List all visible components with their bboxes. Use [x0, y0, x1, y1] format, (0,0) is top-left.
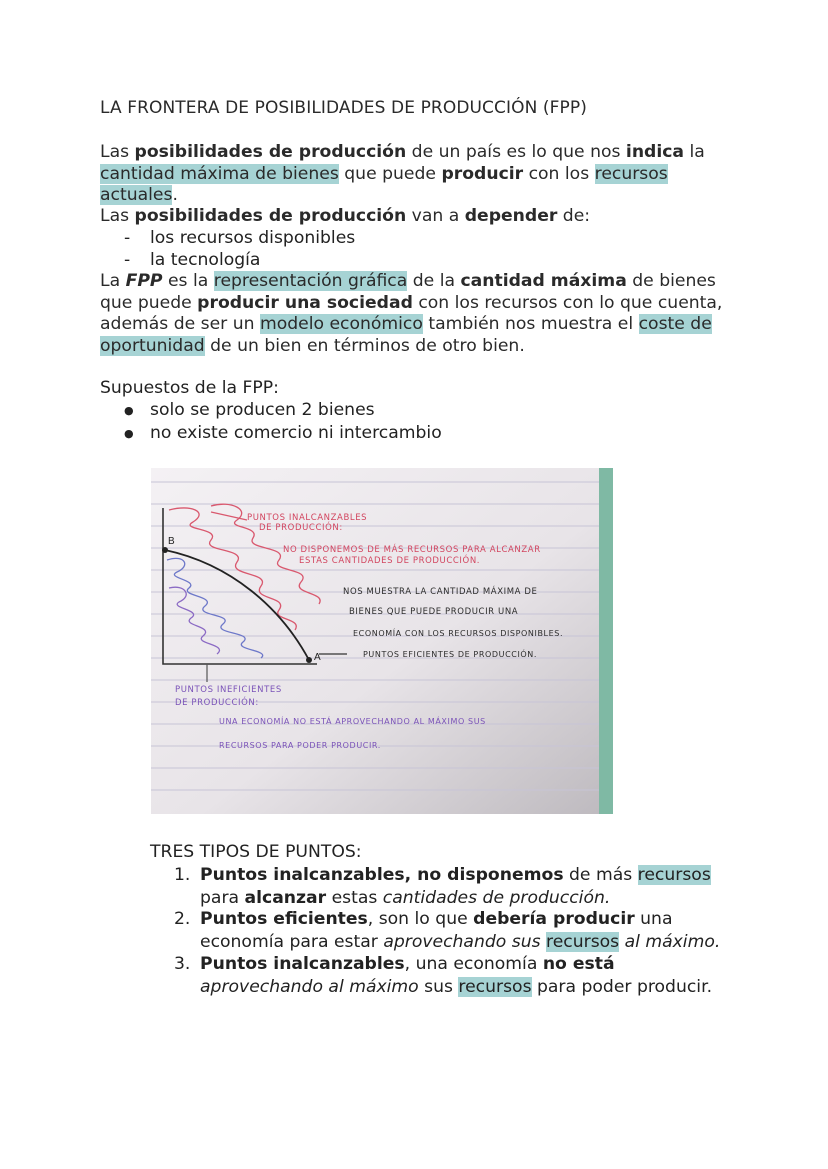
tipo1-b1: Puntos inalcanzables, no disponemos: [200, 865, 564, 885]
tipo1-b2: alcanzar: [244, 887, 327, 908]
tipo3-t4: para poder producir.: [531, 976, 713, 997]
note-unattainable-3: NO DISPONEMOS DE MÁS RECURSOS PARA ALCANZAR: [283, 545, 541, 555]
depend-b1: posibilidades de producción: [134, 206, 407, 226]
tipo1-t1: de más: [563, 865, 638, 885]
tipo1-i1: cantidades de producción.: [382, 887, 611, 908]
intro-t3: la: [684, 142, 705, 162]
intro-t2: de un país es lo que nos: [406, 142, 626, 162]
fpp-b1: cantidad máxima: [460, 271, 627, 291]
fpp-bi1: FPP: [125, 271, 163, 291]
tipo3-b2: no está: [542, 954, 615, 974]
note-efficient-3: ECONOMÍA CON LOS RECURSOS DISPONIBLES.: [353, 629, 564, 638]
intro-t1: Las: [100, 142, 135, 162]
fpp-t5: con los recursos con lo que cuenta, además de ser un: [100, 292, 723, 335]
depend-item-2: la tecnología: [150, 250, 261, 270]
intro-highlight-1: cantidad máxima de bienes: [100, 163, 339, 184]
tipo-2-text: [200, 908, 740, 953]
fpp-t1: La: [100, 271, 126, 291]
note-efficient-2: BIENES QUE PUEDE PRODUCIR UNA: [349, 607, 519, 617]
intro-t5: con los: [523, 163, 595, 184]
tipo2-b2: debería producir: [473, 909, 635, 929]
list-number: 1.: [174, 865, 191, 885]
supuestos-heading: Supuestos de la FPP:: [100, 378, 279, 398]
depend-paragraph: [100, 206, 740, 228]
fpp-t7: de un bien en términos de otro bien.: [204, 335, 525, 356]
depend-item-1: los recursos disponibles: [150, 228, 356, 248]
label-a: A: [314, 652, 321, 663]
tipo2-b1: Puntos eficientes: [200, 909, 368, 929]
dash-marker: -: [124, 228, 131, 248]
depend-t2: van a: [406, 206, 465, 226]
intro-t6: .: [172, 185, 178, 206]
notebook-edge: [599, 468, 613, 814]
note-inefficient-3: UNA ECONOMÍA NO ESTÁ APROVECHANDO AL MÁXIMO SUS: [219, 717, 486, 726]
label-b: B: [168, 536, 175, 547]
fpp-highlight-1: representación gráfica: [213, 271, 408, 291]
note-efficient-1: NOS MUESTRA LA CANTIDAD MÁXIMA DE: [343, 587, 538, 597]
tipo2-i2: al máximo.: [624, 931, 721, 952]
list-item: [150, 864, 740, 910]
fpp-highlight-2: modelo económico: [259, 314, 423, 335]
tipo2-i1: aprovechando sus: [383, 931, 541, 952]
list-number: 3.: [174, 954, 191, 974]
intro-b2: indica: [625, 142, 685, 162]
tipos-heading: TRES TIPOS DE PUNTOS:: [150, 842, 362, 862]
point-b: [162, 547, 168, 553]
note-efficient-4: PUNTOS EFICIENTES DE PRODUCCIÓN.: [363, 650, 538, 659]
intro-highlight-2: recursos actuales: [100, 163, 668, 206]
list-item: [150, 908, 740, 954]
intro-t4: que puede: [338, 163, 442, 184]
note-unattainable-2: DE PRODUCCIÓN:: [259, 523, 343, 533]
note-unattainable-1: PUNTOS INALCANZABLES: [247, 513, 368, 523]
fpp-t6: también nos muestra el: [422, 314, 639, 335]
tipo2-t1: , son lo que: [367, 909, 474, 929]
tipo1-t3: estas: [326, 887, 383, 908]
tipo3-b1: Puntos inalcanzables: [200, 954, 405, 974]
tipo3-t3: sus: [418, 976, 459, 997]
fpp-definition: [100, 271, 740, 357]
depend-b2: depender: [464, 206, 558, 226]
note-inefficient-1: PUNTOS INEFICIENTES: [175, 685, 282, 695]
supuesto-item-1: solo se producen 2 bienes: [150, 400, 375, 420]
intro-b3: producir: [441, 163, 524, 184]
tipo3-i1: aprovechando al máximo: [200, 976, 419, 997]
tipo3-t1: , una economía: [404, 954, 543, 974]
page-title: LA FRONTERA DE POSIBILIDADES DE PRODUCCIÓN (FPP): [100, 98, 587, 118]
tipo1-t2: para: [200, 887, 245, 908]
notebook-photo: [151, 468, 613, 814]
fpp-t3: de la: [407, 271, 461, 291]
fpp-sketch: [151, 468, 613, 814]
tipo2-t2: una economía para estar: [200, 909, 673, 952]
tipo3-highlight: recursos: [458, 976, 532, 997]
depend-t1: Las: [100, 206, 135, 226]
list-number: 2.: [174, 909, 191, 929]
fpp-t4: de bienes que puede: [100, 271, 716, 313]
supuesto-item-2: no existe comercio ni intercambio: [150, 423, 442, 443]
bullet-marker: ●: [124, 427, 134, 440]
note-inefficient-2: DE PRODUCCIÓN:: [175, 698, 259, 708]
tipo1-highlight: recursos: [637, 865, 711, 885]
intro-paragraph: [100, 142, 740, 207]
fpp-t2: es la: [162, 271, 214, 291]
bullet-marker: ●: [124, 404, 134, 417]
tipo-1-text: [200, 864, 740, 909]
point-a: [306, 657, 312, 663]
note-inefficient-4: RECURSOS PARA PODER PRODUCIR.: [219, 741, 381, 750]
list-item: [150, 953, 740, 999]
note-unattainable-4: ESTAS CANTIDADES DE PRODUCCIÓN.: [299, 556, 481, 566]
fpp-b2: producir una sociedad: [197, 292, 413, 313]
fpp-highlight-3: coste de oportunidad: [100, 314, 712, 356]
intro-b1: posibilidades de producción: [134, 142, 407, 162]
dash-marker: -: [124, 250, 131, 270]
tipo2-highlight: recursos: [546, 931, 620, 952]
depend-t3: de:: [557, 206, 591, 226]
tipo-3-text: [200, 953, 740, 998]
